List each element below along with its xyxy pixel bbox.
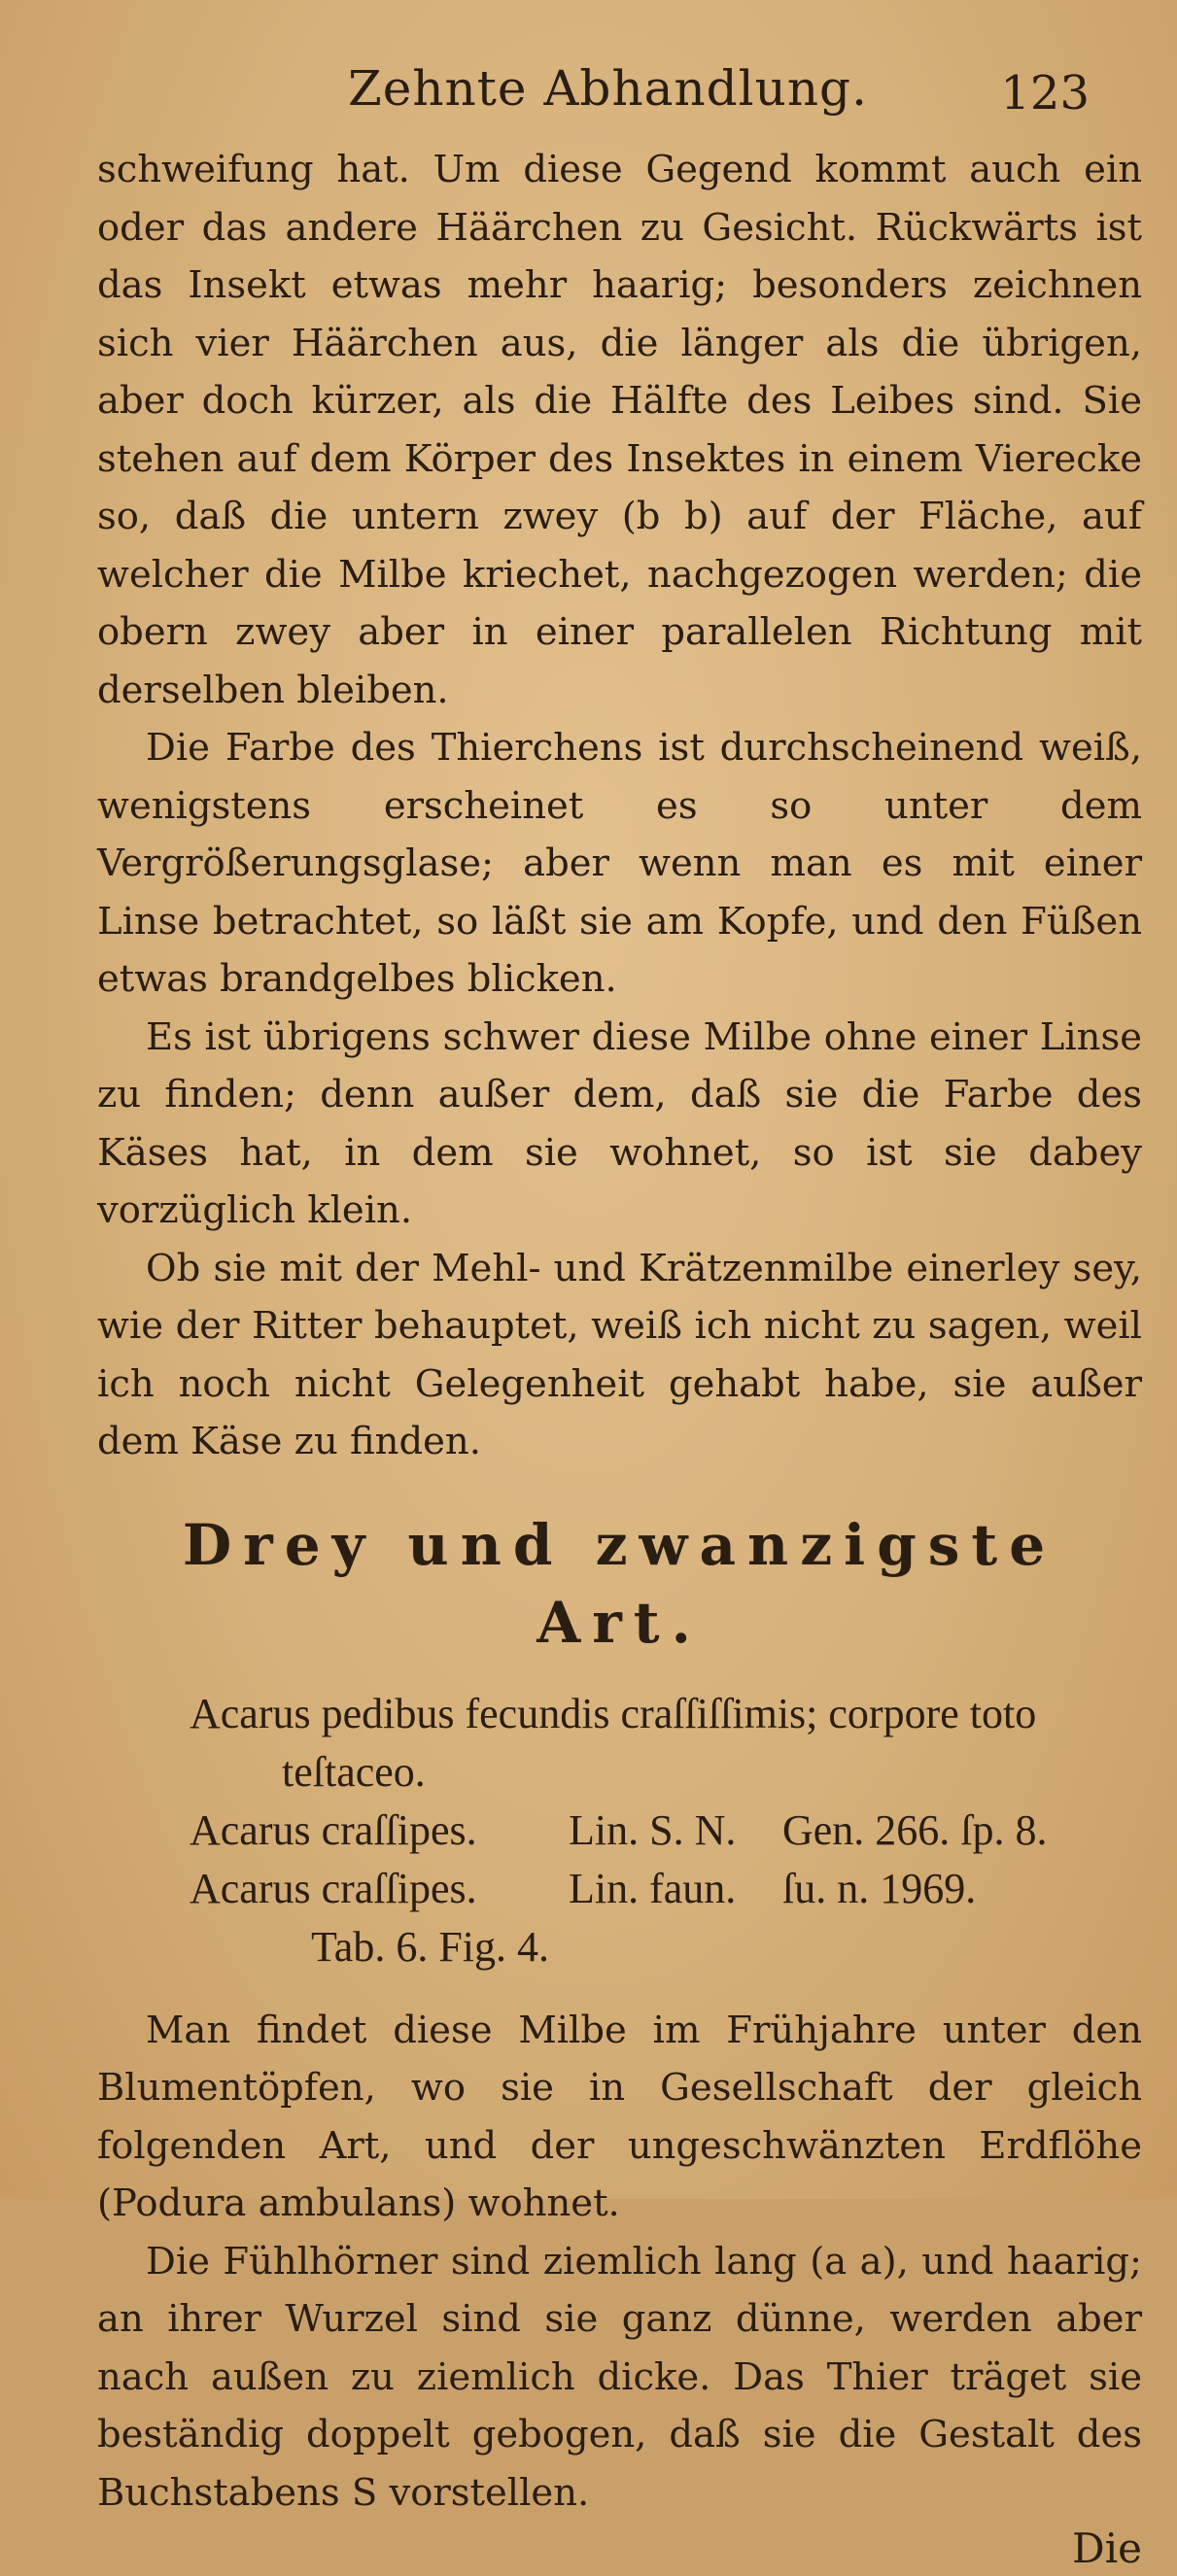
latin-line: teſtaceo. <box>282 1747 426 1796</box>
reference-detail: ſu. n. 1969. <box>782 1864 977 1912</box>
reference-name: Acarus craſſipes. <box>190 1805 477 1854</box>
latin-line: Acarus pedibus fecundis craſſiſſimis; corpore toto <box>190 1689 1037 1737</box>
paragraph: Ob sie mit der Mehl- und Krätzenmilbe einerley sey, wie der Ritter behauptet, weiß ich nicht zu sagen, weil ich noch nicht Gelegenheit gehabt habe, sie außer dem Käse zu finden. <box>97 1246 1142 1463</box>
paragraph: Die Fühlhörner sind ziemlich lang (a a), und haarig; an ihrer Wurzel sind sie ganz dünne, werden aber nach außen zu ziemlich dicke. Das Thier träget sie beständig doppelt gebogen, daß sie die Gestalt des Buchstabens S vorstellen. <box>97 2239 1142 2515</box>
reference-line <box>97 1860 1142 1918</box>
reference-detail: Gen. 266. ſp. 8. <box>782 1805 1048 1854</box>
reference-line <box>97 1802 1142 1860</box>
reference-source: Lin. faun. <box>569 1864 737 1912</box>
plate-reference: Tab. 6. Fig. 4. <box>311 1922 550 1971</box>
reference-name: Acarus craſſipes. <box>190 1864 477 1912</box>
running-head <box>97 60 1119 138</box>
body-text <box>97 141 1142 2576</box>
paragraph: Es ist übrigens schwer diese Milbe ohne einer Linse zu finden; denn außer dem, daß sie die Farbe des Käses hat, in dem sie wohnet, so ist sie dabey vorzüglich klein. <box>97 1014 1142 1232</box>
paragraph: Man findet diese Milbe im Frühjahre unter den Blumentöpfen, wo sie in Gesellschaft der gleich folgenden Art, und der ungeschwänzten Erdflöhe (Podura ambulans) wohnet. <box>97 2008 1142 2225</box>
paragraph: schweifung hat. Um diese Gegend kommt auch ein oder das andere Häärchen zu Gesicht. Rückwärts ist das Insekt etwas mehr haarig; besonders zeichnen sich vier Häärchen aus, die länger als die übrigen, aber doch kürzer, als die Hälfte des Leibes sind. Sie stehen auf dem Körper des Insektes in einem Vierecke so, daß die untern zwey (b b) auf der Fläche, auf welcher die Milbe kriechet, nachgezogen werden; die obern zwey aber in einer parallelen Richtung mit derselben bleiben. <box>97 148 1142 712</box>
paragraph: Die Farbe des Thierchens ist durchscheinend weiß, wenigstens erscheinet es so unter dem Vergrößerungsglase; aber wenn man es mit einer Linse betrachtet, so läßt sie am Kopfe, und den Füßen etwas brandgelbes blicken. <box>97 726 1142 1001</box>
reference-source: Lin. S. N. <box>569 1805 737 1854</box>
catchword: Die <box>1072 2524 1142 2572</box>
section-heading: Drey und zwanzigste Art. <box>182 1511 1057 1656</box>
page-number: 123 <box>1000 66 1090 120</box>
running-title: Zehnte Abhandlung. <box>348 60 868 117</box>
latin-description <box>97 1685 1142 1976</box>
